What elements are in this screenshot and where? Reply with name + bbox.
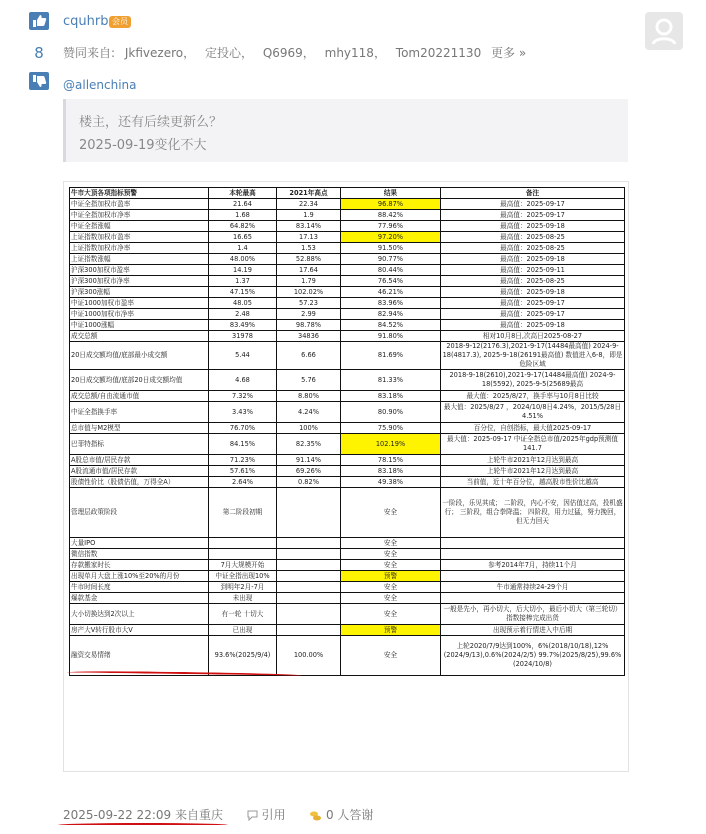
table-cell: 91.14%: [277, 455, 341, 466]
table-cell: 最高值：2025-09-18: [441, 287, 625, 298]
table-row: [70, 221, 625, 232]
table-cell: 出现单月大盘上涨10%至20%的月份: [70, 571, 209, 582]
table-cell: 最高值：2025-09-11: [441, 265, 625, 276]
table-cell: 最高值：2025-08-25: [441, 232, 625, 243]
table-cell: 69.26%: [277, 466, 341, 477]
table-cell: 21.64: [209, 199, 277, 210]
table-cell: 98.78%: [277, 320, 341, 331]
table-cell: 57.61%: [209, 466, 277, 477]
table-row: [70, 199, 625, 210]
table-cell: 一般是先小，再小切大，后大切小，最后小切大（第三轮切）指数接棒完成出货: [441, 604, 625, 625]
table-cell: 相对10月8日,次高日2025-08-27: [441, 331, 625, 342]
table-cell: 上证指数涨幅: [70, 254, 209, 265]
table-header-cell: 结果: [341, 188, 441, 199]
likes-prefix: 赞同来自:: [63, 46, 116, 60]
table-cell: 最高值：2025-08-25: [441, 243, 625, 254]
table-cell: 成交总额: [70, 331, 209, 342]
table-row: [70, 538, 625, 549]
table-row: [70, 604, 625, 625]
table-header-cell: 2021年高点: [277, 188, 341, 199]
table-cell: 第二阶段初期: [209, 488, 277, 538]
table-cell: 57.23: [277, 298, 341, 309]
table-cell: 安全: [341, 604, 441, 625]
table-row: [70, 391, 625, 402]
table-cell: 80.90%: [341, 402, 441, 423]
table-cell: 49.38%: [341, 477, 441, 488]
table-cell: 20日成交额均值/底部20日成交额均值: [70, 370, 209, 391]
table-cell: [209, 549, 277, 560]
table-cell: [277, 582, 341, 593]
table-cell: 到明年2月-7月: [209, 582, 277, 593]
table-cell: 未出现: [209, 593, 277, 604]
table-cell: 82.35%: [277, 434, 341, 455]
table-cell: 52.88%: [277, 254, 341, 265]
table-cell: 中证全指加权市盈率: [70, 199, 209, 210]
liker-link[interactable]: Tom20221130: [395, 46, 482, 60]
table-cell: 96.87%: [341, 199, 441, 210]
table-row: [70, 582, 625, 593]
table-cell: 2018-9-18(2610),2021-9-17(14484最高值) 2024-9-18(5592), 2025-9-5(25689最高: [441, 370, 625, 391]
table-row: [70, 243, 625, 254]
table-cell: 最高值：2025-08-25: [441, 276, 625, 287]
table-cell: 48.05: [209, 298, 277, 309]
coins-icon[interactable]: [309, 810, 322, 822]
table-cell: 1.37: [209, 276, 277, 287]
table-row: [70, 423, 625, 434]
quote-block: [63, 99, 628, 162]
table-cell: 76.54%: [341, 276, 441, 287]
table-cell: [209, 538, 277, 549]
table-row: [70, 370, 625, 391]
table-cell: 上轮牛市2021年12月达到最高: [441, 455, 625, 466]
liker-link[interactable]: 定投心: [204, 46, 241, 60]
post-image-table: [63, 181, 629, 772]
table-cell: A股流通市值/居民存款: [70, 466, 209, 477]
quote-line: 2025-09-19变化不大: [79, 138, 207, 153]
mention-link[interactable]: @allenchina: [63, 78, 137, 92]
table-cell: [441, 571, 625, 582]
table-cell: 2.64%: [209, 477, 277, 488]
table-cell: 最高值：2025-09-17: [441, 199, 625, 210]
table-cell: 大小切换达到2次以上: [70, 604, 209, 625]
table-row: [70, 466, 625, 477]
table-cell: 31978: [209, 331, 277, 342]
table-cell: [277, 604, 341, 625]
table-cell: 最大值：2025/8/27 ，2024/10/8日4.24%，2015/5/28日4.51%: [441, 402, 625, 423]
indicator-table: [69, 187, 625, 676]
table-cell: 牛市通常持续24-29个月: [441, 582, 625, 593]
table-cell: 百分位，自创指标，最大值2025-09-17: [441, 423, 625, 434]
table-row: [70, 402, 625, 423]
table-cell: 20日成交额均值/底部最小成交额: [70, 342, 209, 370]
table-cell: 46.21%: [341, 287, 441, 298]
table-header-cell: 备注: [441, 188, 625, 199]
table-cell: 大量IPO: [70, 538, 209, 549]
table-cell: 安全: [341, 582, 441, 593]
post-footer: [63, 806, 373, 823]
table-cell: [441, 538, 625, 549]
table-cell: 47.15%: [209, 287, 277, 298]
table-row: [70, 276, 625, 287]
table-cell: 最高值：2025-09-18: [441, 221, 625, 232]
table-cell: 83.18%: [341, 391, 441, 402]
table-cell: 83.18%: [341, 466, 441, 477]
table-cell: 5.76: [277, 370, 341, 391]
table-cell: 81.33%: [341, 370, 441, 391]
table-row: [70, 287, 625, 298]
table-cell: 8.80%: [277, 391, 341, 402]
table-cell: 一阶段，乐见其成； 二阶段，内心不安，因估值过高，投机盛行； 三阶段，组合拳降温； 四阶段，用力过猛，努力挽回，但无力回天: [441, 488, 625, 538]
table-header-cell: 本轮最高: [209, 188, 277, 199]
table-cell: [277, 549, 341, 560]
table-cell: 16.65: [209, 232, 277, 243]
table-cell: 83.49%: [209, 320, 277, 331]
table-cell: 2.48: [209, 309, 277, 320]
table-cell: 融资交易情绪: [70, 636, 209, 676]
table-cell: 4.68: [209, 370, 277, 391]
table-cell: 中证1000加权市净率: [70, 309, 209, 320]
table-cell: 安全: [341, 560, 441, 571]
table-cell: 沪深300加权市净率: [70, 276, 209, 287]
table-cell: 78.15%: [341, 455, 441, 466]
thumbs-up-icon[interactable]: [29, 12, 49, 30]
table-cell: [277, 571, 341, 582]
table-cell: 17.64: [277, 265, 341, 276]
table-cell: 48.00%: [209, 254, 277, 265]
table-cell: 71.23%: [209, 455, 277, 466]
table-cell: 91.80%: [341, 331, 441, 342]
liker-link[interactable]: mhy118: [324, 46, 374, 60]
table-cell: 安全: [341, 538, 441, 549]
table-cell: 90.77%: [341, 254, 441, 265]
table-row: [70, 265, 625, 276]
table-cell: 102.19%: [341, 434, 441, 455]
table-cell: 100%: [277, 423, 341, 434]
member-badge: 会员: [109, 16, 131, 28]
liker-link[interactable]: Q6969: [262, 46, 303, 60]
table-cell: 牛市时间长度: [70, 582, 209, 593]
table-header-row: [70, 188, 625, 199]
table-cell: 88.42%: [341, 210, 441, 221]
table-cell: 上轮2020/7/9达到100%，6%(2018/10/18),12%(2024/9/13),0.6%(2024/2/5) 99.7%(2025/8/25),99.6%(2024/10/8): [441, 636, 625, 676]
thanks-link[interactable]: 0 人答谢: [325, 808, 374, 822]
username[interactable]: cquhrb: [63, 14, 109, 29]
table-cell: 100.00%: [277, 636, 341, 676]
table-cell: [277, 625, 341, 636]
table-row: [70, 549, 625, 560]
quote-bubble-icon[interactable]: [247, 810, 258, 821]
table-cell: 出现预示着行情进入中后期: [441, 625, 625, 636]
table-cell: 82.94%: [341, 309, 441, 320]
table-cell: 安全: [341, 636, 441, 676]
table-cell: 77.96%: [341, 221, 441, 232]
table-row: [70, 331, 625, 342]
table-cell: 中证1000加权市盈率: [70, 298, 209, 309]
table-cell: 81.69%: [341, 342, 441, 370]
table-cell: 已出现: [209, 625, 277, 636]
table-cell: 1.4: [209, 243, 277, 254]
table-cell: 1.68: [209, 210, 277, 221]
table-cell: 中证全指出现10%: [209, 571, 277, 582]
table-cell: 房产大V转行股市大V: [70, 625, 209, 636]
table-cell: 沪深300涨幅: [70, 287, 209, 298]
likes-line: 赞同来自: Jkfivezero， 定投心， Q6969， mhy118， Tom20221130 更多 »: [63, 46, 527, 60]
table-cell: 最高值：2025-09-17: [441, 210, 625, 221]
table-cell: A股总市值/居民存款: [70, 455, 209, 466]
table-body: [70, 199, 625, 676]
table-cell: 中证全指换手率: [70, 402, 209, 423]
table-cell: 中证全指涨幅: [70, 221, 209, 232]
table-cell: [277, 560, 341, 571]
table-cell: 102.02%: [277, 287, 341, 298]
table-cell: 最高值：2025-09-18: [441, 320, 625, 331]
table-cell: 最大值：2025/8/27，换手率与10月8日比较: [441, 391, 625, 402]
table-cell: 84.52%: [341, 320, 441, 331]
vote-column: [0, 0, 54, 834]
post-date: 2025-09-22 22:09 来自重庆: [63, 808, 223, 822]
table-cell: 14.19: [209, 265, 277, 276]
table-cell: 中证1000涨幅: [70, 320, 209, 331]
likes-more-link[interactable]: 更多 »: [491, 46, 527, 60]
thumbs-down-icon[interactable]: [29, 72, 49, 90]
table-row: [70, 320, 625, 331]
table-cell: 预警: [341, 625, 441, 636]
table-cell: [277, 488, 341, 538]
table-cell: 83.14%: [277, 221, 341, 232]
table-cell: [441, 549, 625, 560]
table-row: [70, 625, 625, 636]
table-cell: 参考2014年7月，持续11个月: [441, 560, 625, 571]
table-cell: 75.90%: [341, 423, 441, 434]
table-row: [70, 560, 625, 571]
table-cell: 84.15%: [209, 434, 277, 455]
table-cell: 当前值，近十年百分位，越高股市性价比越高: [441, 477, 625, 488]
table-cell: 1.53: [277, 243, 341, 254]
table-row: [70, 488, 625, 538]
table-row: [70, 232, 625, 243]
table-row: [70, 571, 625, 582]
vote-count: 8: [34, 44, 44, 62]
table-cell: 6.66: [277, 342, 341, 370]
table-cell: [277, 538, 341, 549]
table-cell: 安全: [341, 593, 441, 604]
table-cell: 7月大规模开始: [209, 560, 277, 571]
quote-link[interactable]: 引用: [261, 808, 286, 822]
quote-line: 楼主，还有后续更新么？: [79, 115, 223, 130]
table-cell: 64.82%: [209, 221, 277, 232]
table-cell: 2.99: [277, 309, 341, 320]
table-cell: 5.44: [209, 342, 277, 370]
table-cell: 93.6%(2025/9/4): [209, 636, 277, 676]
table-cell: 爆款基金: [70, 593, 209, 604]
table-row: [70, 434, 625, 455]
table-row: [70, 309, 625, 320]
table-cell: [441, 593, 625, 604]
table-cell: 上证指数加权市净率: [70, 243, 209, 254]
table-cell: 91.50%: [341, 243, 441, 254]
table-row: [70, 455, 625, 466]
table-cell: 股债性价比（股债估值，万得全A）: [70, 477, 209, 488]
table-cell: 1.9: [277, 210, 341, 221]
table-cell: 中证全指加权市净率: [70, 210, 209, 221]
table-cell: 34836: [277, 331, 341, 342]
table-cell: 管理层政策阶段: [70, 488, 209, 538]
table-header-cell: 牛市大顶各项指标预警: [70, 188, 209, 199]
table-cell: 总市值与M2模型: [70, 423, 209, 434]
table-cell: [277, 593, 341, 604]
table-cell: 1.79: [277, 276, 341, 287]
table-cell: 安全: [341, 488, 441, 538]
table-cell: 76.70%: [209, 423, 277, 434]
table-cell: 有一轮 十切大: [209, 604, 277, 625]
table-cell: 成交总额/自由流通市值: [70, 391, 209, 402]
table-cell: 83.96%: [341, 298, 441, 309]
table-cell: 巴菲特指标: [70, 434, 209, 455]
avatar[interactable]: [645, 12, 683, 50]
table-cell: 22.34: [277, 199, 341, 210]
table-cell: 80.44%: [341, 265, 441, 276]
table-row: [70, 477, 625, 488]
table-cell: 4.24%: [277, 402, 341, 423]
table-cell: 微信指数: [70, 549, 209, 560]
user-placeholder-icon: [645, 12, 683, 50]
table-cell: 17.13: [277, 232, 341, 243]
table-cell: 上证指数加权市盈率: [70, 232, 209, 243]
table-cell: 最高值：2025-09-17: [441, 309, 625, 320]
table-cell: 2018-9-12(2176.3),2021-9-17(14484最高值) 2024-9-18(4817.3), 2025-9-18(26191最高值) 数值进入6-8，即是危险区域: [441, 342, 625, 370]
table-row: [70, 342, 625, 370]
table-row: [70, 636, 625, 676]
liker-link[interactable]: Jkfivezero: [124, 46, 184, 60]
table-cell: 最高值：2025-09-18: [441, 254, 625, 265]
table-row: [70, 254, 625, 265]
red-underline-annotation: [58, 823, 228, 827]
table-cell: 最高值：2025-09-17: [441, 298, 625, 309]
table-cell: 3.43%: [209, 402, 277, 423]
table-cell: 安全: [341, 549, 441, 560]
table-cell: 预警: [341, 571, 441, 582]
table-row: [70, 298, 625, 309]
table-cell: 97.20%: [341, 232, 441, 243]
table-cell: 7.32%: [209, 391, 277, 402]
table-cell: 0.82%: [277, 477, 341, 488]
table-cell: 沪深300加权市盈率: [70, 265, 209, 276]
table-row: [70, 210, 625, 221]
table-row: [70, 593, 625, 604]
table-cell: 存款搬家时长: [70, 560, 209, 571]
table-cell: 上轮牛市2021年12月达到最高: [441, 466, 625, 477]
table-cell: 最大值：2025-09-17 中证全指总市值/2025年gdp预测值141.7: [441, 434, 625, 455]
